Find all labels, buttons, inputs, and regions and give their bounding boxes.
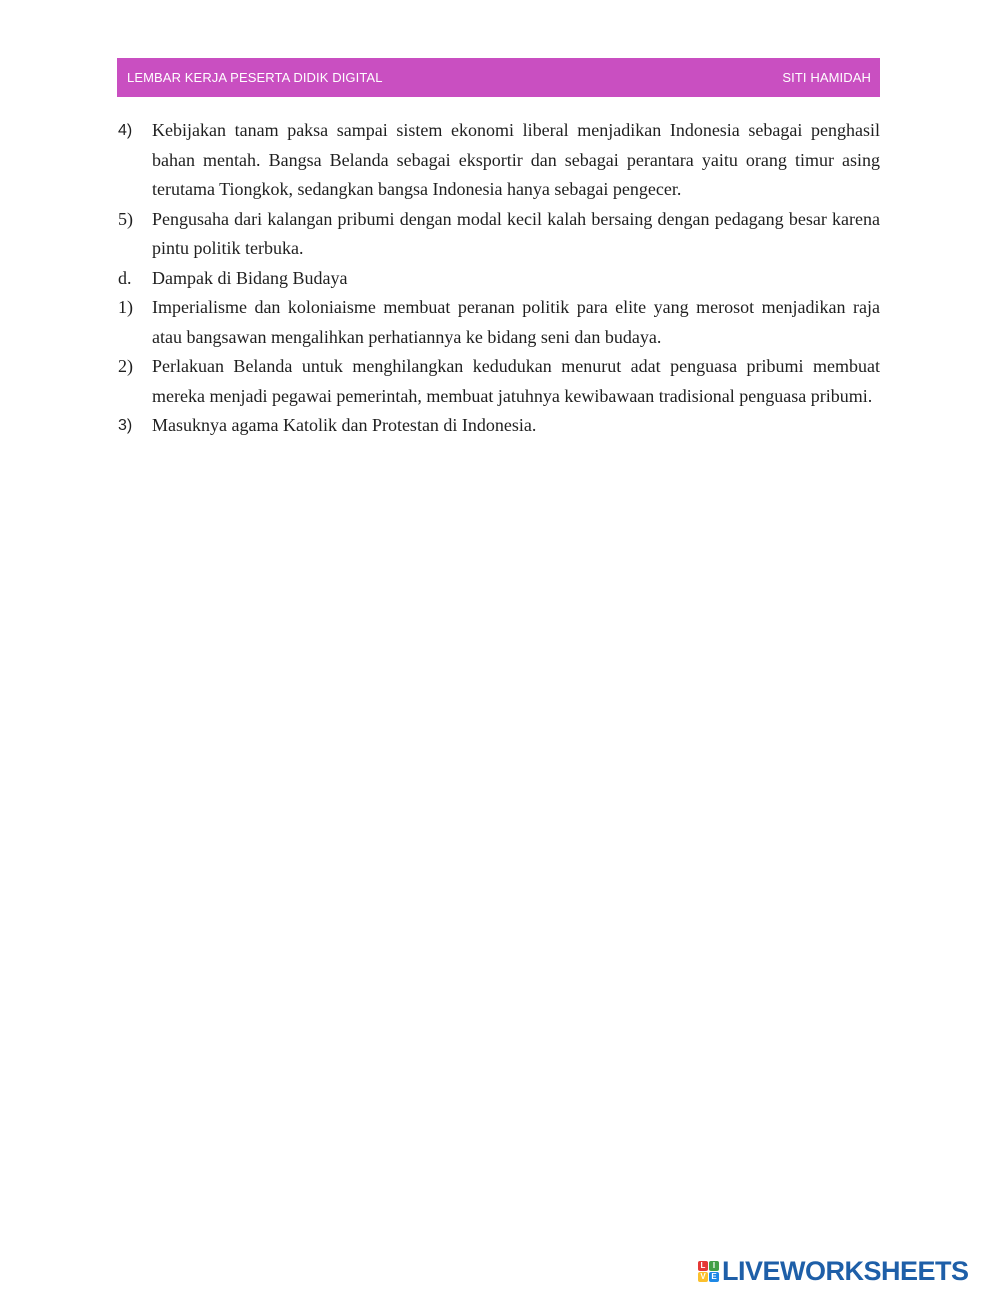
page-header xyxy=(117,58,880,97)
list-item xyxy=(118,411,880,441)
item-marker: 3) xyxy=(118,417,133,434)
worksheet-content xyxy=(118,116,880,441)
item-marker: 4) xyxy=(118,122,133,139)
item-marker: 1) xyxy=(118,297,133,317)
logo-icon xyxy=(698,1261,719,1282)
list-item xyxy=(118,205,880,264)
item-marker: 5) xyxy=(118,208,133,229)
header-author: SITI HAMIDAH xyxy=(782,70,871,85)
logo-cell: I xyxy=(709,1261,719,1271)
item-marker: 2) xyxy=(118,356,133,376)
logo-text: LIVEWORKSHEETS xyxy=(722,1255,969,1286)
logo-cell: E xyxy=(709,1272,719,1282)
item-text: Imperialisme dan koloniaisme membuat peranan politik para elite yang merosot menjadikan raja atau bangsawan mengalihkan perhatiannya ke bidang seni dan budaya. xyxy=(152,297,880,347)
logo-cell: V xyxy=(698,1272,708,1282)
list-item xyxy=(118,293,880,352)
item-text: Kebijakan tanam paksa sampai sistem ekonomi liberal menjadikan Indonesia sebagai penghasil bahan mentah. Bangsa Belanda sebagai eksportir dan sebagai perantara yaitu orang timur asing terutama Tiongkok, sedangkan bangsa Indonesia hanya sebagai pengecer. xyxy=(152,120,880,199)
list-item xyxy=(118,352,880,411)
liveworksheets-logo[interactable] xyxy=(698,1253,969,1289)
logo-cell: L xyxy=(698,1261,708,1271)
list-item xyxy=(118,116,880,205)
item-marker: d. xyxy=(118,267,132,288)
item-text: Dampak di Bidang Budaya xyxy=(152,267,348,288)
item-text: Masuknya agama Katolik dan Protestan di Indonesia. xyxy=(152,415,537,435)
section-heading xyxy=(118,264,880,294)
item-text: Pengusaha dari kalangan pribumi dengan modal kecil kalah bersaing dengan pedagang besar karena pintu politik terbuka. xyxy=(152,208,880,258)
header-title: LEMBAR KERJA PESERTA DIDIK DIGITAL xyxy=(127,70,383,85)
item-text: Perlakuan Belanda untuk menghilangkan kedudukan menurut adat penguasa pribumi membuat mereka menjadi pegawai pemerintah, membuat jatuhnya kewibawaan tradisional penguasa pribumi. xyxy=(152,356,880,406)
